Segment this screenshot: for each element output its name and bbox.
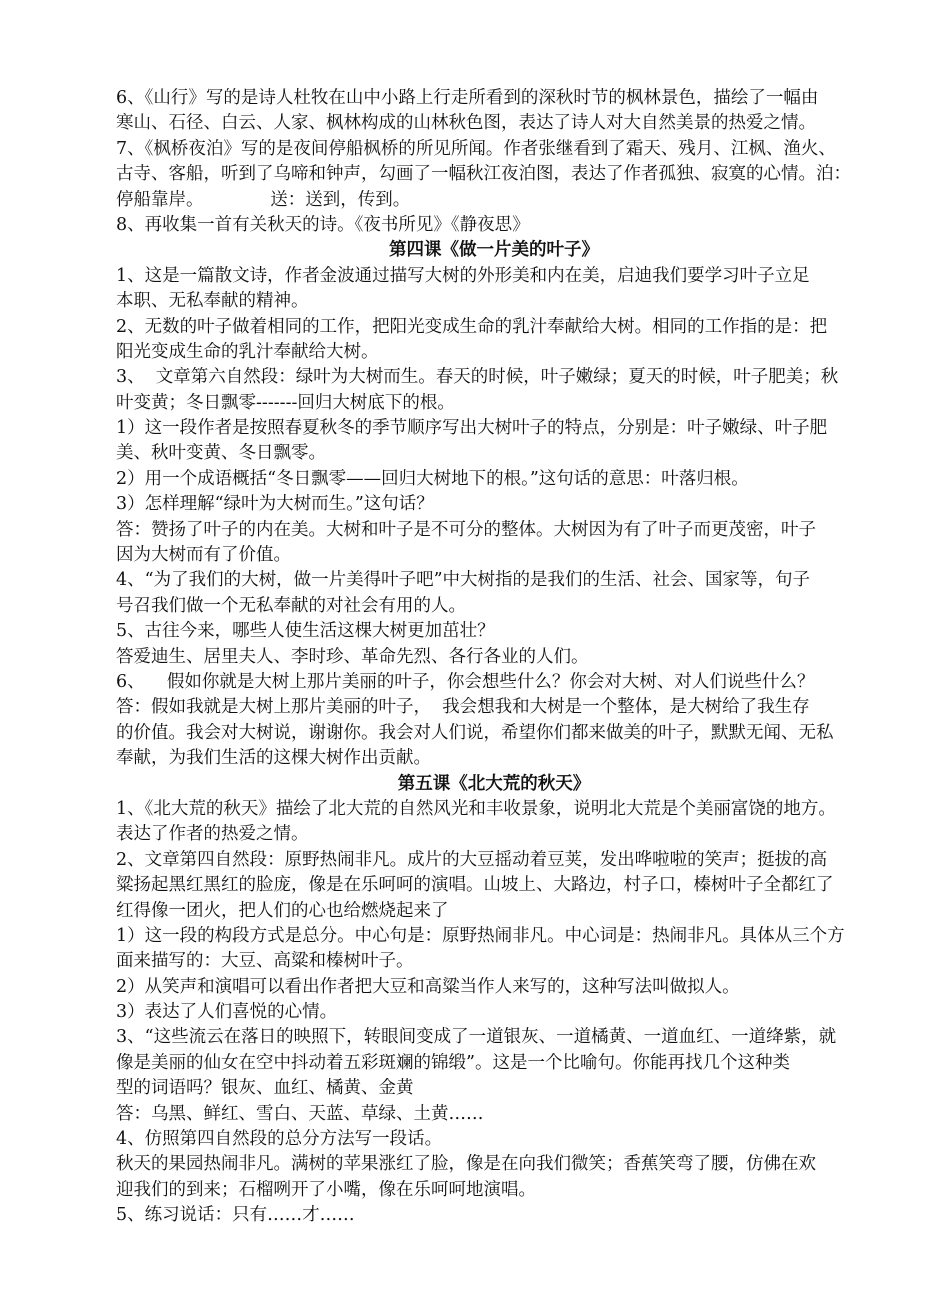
text-line: 寒山、石径、白云、人家、枫林构成的山林秋色图，表达了诗人对大自然美景的热爱之情。: [116, 113, 816, 134]
section-heading-lesson-4: 第四课《做一片美的叶子》: [389, 240, 599, 261]
text-line: 答：乌黑、鲜红、雪白、天蓝、草绿、土黄……: [116, 1103, 484, 1124]
text-line: 1、《北大荒的秋天》描绘了北大荒的自然风光和丰收景象，说明北大荒是个美丽富饶的地方。: [116, 798, 836, 819]
text-line: 1）这一段的构段方式是总分。中心句是：原野热闹非凡。中心词是：热闹非凡。具体从三个方: [116, 925, 845, 946]
text-line: 粱扬起黑红黑红的脸庞，像是在乐呵呵的演唱。山坡上、大路边，村子口，榛树叶子全都红了: [116, 875, 834, 896]
text-line: 4、“为了我们的大树，做一片美得叶子吧”中大树指的是我们的生活、社会、国家等，句子: [116, 570, 811, 591]
text-line: 型的词语吗？银灰、血红、橘黄、金黄: [116, 1078, 414, 1099]
text-line: 答爱迪生、居里夫人、李时珍、革命先烈、各行各业的人们。: [116, 646, 589, 667]
text-line: 叶变黄；冬日飘零-------回归大树底下的根。: [116, 392, 455, 413]
text-line: 2、文章第四自然段：原野热闹非凡。成片的大豆摇动着豆荚，发出哗啦啦的笑声；挺拔的高: [116, 849, 828, 870]
text-line: 3）表达了人们喜悦的心情。: [116, 1002, 338, 1023]
text-line: 2）用一个成语概括“冬日飘零——回归大树地下的根。”这句话的意思：叶落归根。: [116, 468, 749, 489]
text-line: 面来描写的：大豆、高粱和榛树叶子。: [116, 951, 414, 972]
text-line: 6、 假如你就是大树上那片美丽的叶子，你会想些什么？你会对大树、对人们说些什么？: [116, 671, 815, 692]
text-line: 3、“这些流云在落日的映照下，转眼间变成了一道银灰、一道橘黄、一道血红、一道绛紫，就: [116, 1027, 837, 1048]
text-line: 的价值。我会对大树说，谢谢你。我会对人们说，希望你们都来做美的叶子，默默无闻、无私: [116, 722, 834, 743]
text-line: 停船靠岸。 送：送到，传到。: [116, 189, 411, 210]
text-line: 表达了作者的热爱之情。: [116, 824, 309, 845]
text-line: 8、再收集一首有关秋天的诗。《夜书所见》《静夜思》: [116, 214, 530, 235]
section-heading-lesson-5: 第五课《北大荒的秋天》: [397, 773, 591, 794]
text-line: 秋天的果园热闹非凡。满树的苹果涨红了脸，像是在向我们微笑；香蕉笑弯了腰，仿佛在欢: [116, 1154, 816, 1175]
text-line: 红得像一团火，把人们的心也给燃烧起来了: [116, 900, 449, 921]
text-line: 7、《枫桥夜泊》写的是夜间停船枫桥的所见所闻。作者张继看到了霜天、残月、江枫、渔火、: [116, 138, 836, 159]
text-line: 5、练习说话：只有……才……: [116, 1205, 355, 1226]
text-line: 3）怎样理解“绿叶为大树而生。”这句话？: [116, 494, 434, 515]
text-line: 答：赞扬了叶子的内在美。大树和叶子是不可分的整体。大树因为有了叶子而更茂密，叶子: [116, 519, 816, 540]
text-line: 4、仿照第四自然段的总分方法写一段话。: [116, 1129, 443, 1150]
text-line: 5、古往今来，哪些人使生活这棵大树更加茁壮？: [116, 621, 495, 642]
text-line: 2）从笑声和演唱可以看出作者把大豆和高粱当作人来写的，这种写法叫做拟人。: [116, 976, 740, 997]
text-line: 奉献，为我们生活的这棵大树作出贡献。: [116, 748, 431, 769]
text-line: 本职、无私奉献的精神。: [116, 291, 309, 312]
text-line: 像是美丽的仙女在空中抖动着五彩斑斓的锦缎”。这是一个比喻句。你能再找几个这种类: [116, 1052, 790, 1073]
text-line: 3、 文章第六自然段：绿叶为大树而生。春天的时候，叶子嫩绿；夏天的时候，叶子肥美；秋: [116, 367, 839, 388]
text-line: 答：假如我就是大树上那片美丽的叶子， 我会想我和大树是一个整体，是大树给了我生存: [116, 697, 810, 718]
text-line: 1）这一段作者是按照春夏秋冬的季节顺序写出大树叶子的特点，分别是：叶子嫩绿、叶子肥: [116, 418, 828, 439]
text-line: 阳光变成生命的乳汁奉献给大树。: [116, 341, 379, 362]
text-line: 2、无数的叶子做着相同的工作，把阳光变成生命的乳汁奉献给大树。相同的工作指的是：把: [116, 316, 828, 337]
text-line: 美、秋叶变黄、冬日飘零。: [116, 443, 326, 464]
text-line: 古寺、客船，听到了乌啼和钟声，勾画了一幅秋江夜泊图，表达了作者孤独、寂寞的心情。泊：: [116, 164, 851, 185]
text-line: 1、这是一篇散文诗，作者金波通过描写大树的外形美和内在美，启迪我们要学习叶子立足: [116, 265, 810, 286]
text-line: 迎我们的到来；石榴咧开了小嘴，像在乐呵呵地演唱。: [116, 1179, 536, 1200]
text-line: 号召我们做一个无私奉献的对社会有用的人。: [116, 595, 466, 616]
text-line: 因为大树而有了价值。: [116, 545, 291, 566]
text-line: 6、《山行》写的是诗人杜牧在山中小路上行走所看到的深秋时节的枫林景色，描绘了一幅由: [116, 88, 819, 108]
